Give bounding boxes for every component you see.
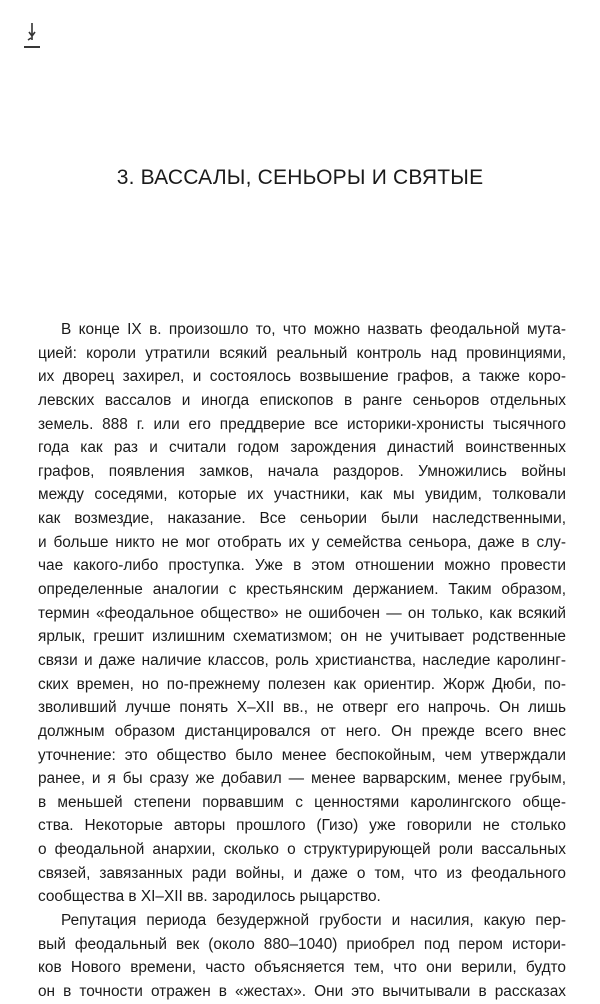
text-line: Репутация периода безудержной грубости и насилия, какую пер- [61, 912, 566, 930]
text-line: земель. 888 г. или его преддверие все историки-хронисты тысячного [38, 415, 566, 433]
text-line: термин «феодальное общество» не ошибочен — он только, как всякий [38, 604, 566, 622]
chapter-title: 3. ВАССАЛЫ, СЕНЬОРЫ И СВЯТЫЕ [116, 166, 484, 189]
text-line: о феодальной анархии, сколько о структурирующей роли вассальных [38, 841, 566, 859]
text-line: сообщества в XI–XII вв. зародилось рыцарство. [38, 888, 381, 906]
text-line: вый феодальный век (около 880–1040) приобрел под пером истори- [38, 935, 566, 953]
text-line: зволивший лучше понять X–XII вв., не отверг его напрочь. Он лишь [38, 699, 566, 717]
decorative-ornament-icon [22, 20, 42, 50]
text-line: ков Нового времени, часто объясняется тем, что они верили, будто [38, 959, 566, 977]
text-line: в меньшей степени порвавшим с ценностями каролингского обще- [38, 793, 566, 811]
text-line: ских времен, но по-прежнему полезен как ориентир. Жорж Дюби, по- [38, 675, 566, 693]
text-line: левских вассалов и иногда епископов в ранге сеньоров отдельных [38, 391, 566, 409]
text-line: и больше никто не мог отобрать их у семейства сеньора, даже в слу- [38, 533, 566, 551]
text-line: их дворец захирел, и состоялось возвышение графов, а также коро- [38, 368, 566, 386]
body-text [38, 318, 566, 1004]
text-line: графов, появления замков, начала раздоров. Умножились войны [38, 462, 566, 480]
text-line: должным образом дистанцировался от него. Он прежде всего внес [38, 722, 566, 740]
text-line: В конце IX в. произошло то, что можно назвать феодальной мута- [61, 321, 566, 338]
text-line: ства. Некоторые авторы прошлого (Гизо) уже говорили не столько [38, 817, 566, 835]
text-line: ранее, и я бы сразу же добавил — менее варварским, менее грубым, [38, 770, 566, 788]
text-line: ярлык, грешит излишним схематизмом; он не учитывает родственные [38, 628, 566, 646]
text-line: определенные аналогии с крестьянским держанием. Таким образом, [38, 581, 566, 599]
text-line: он в точности отражен в «жестах». Они это вычитывали в рассказах [38, 982, 566, 1000]
text-line: уточнение: это общество было менее беспокойным, чем утверждали [38, 746, 566, 764]
text-line: между соседями, которые их участники, как мы увидим, толковали [38, 486, 566, 504]
text-line: цией: короли утратили всякий реальный контроль над провинциями, [38, 344, 566, 362]
text-line: чае какого-либо проступка. Уже в этом отношении можно провести [38, 557, 566, 575]
text-line: связей, завязанных ради войны, и даже о том, что из феодального [38, 864, 566, 882]
text-line: связи и даже наличие классов, роль христианства, наследие каролинг- [38, 651, 566, 669]
text-line: года как раз и считали годом зарождения династий воинственных [38, 439, 566, 457]
text-line: как возмездие, наказание. Все сеньории были наследственными, [38, 510, 566, 528]
